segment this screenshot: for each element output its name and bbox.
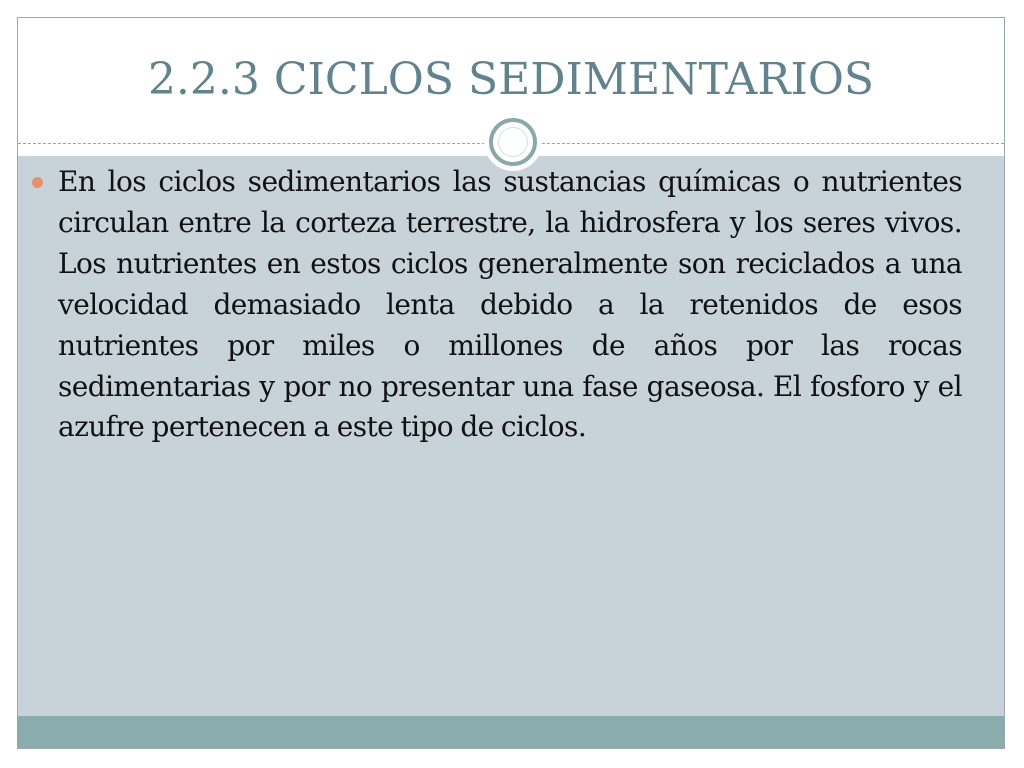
bullet-text: En los ciclos sedimentarios las sustancias químicas o nutrientes circulan entre la corteza terrestre, la hidrosfera y los seres vivos. Los nutrientes en estos ciclos generalmente son reciclados a una velocidad demasiado lenta debido a la retenidos de esos nutrientes por miles o millones de años por las rocas sedimentarias y por no presentar una fase gaseosa. El fosforo y el azufre pertenecen a este tipo de ciclos.: [58, 165, 962, 444]
slide-title: 2.2.3 CICLOS SEDIMENTARIOS: [147, 54, 875, 105]
bullet-dot-icon: [32, 177, 43, 188]
bullet-item: [32, 162, 962, 448]
footer-bar: [18, 716, 1004, 749]
